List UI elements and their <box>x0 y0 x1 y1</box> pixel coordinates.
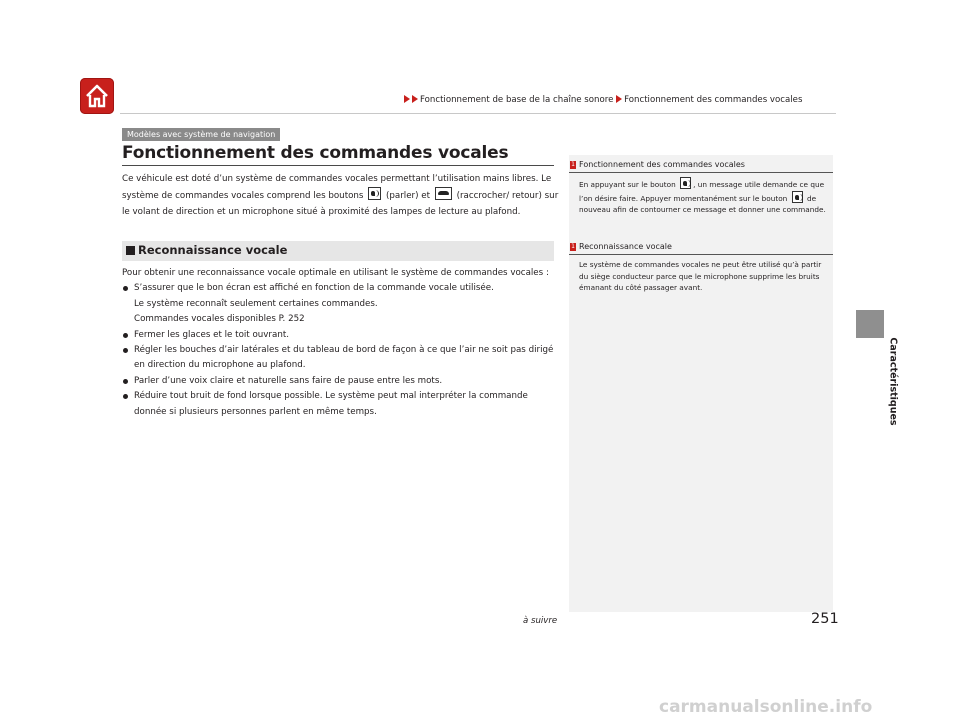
note-voice-commands <box>569 158 833 216</box>
note-body <box>569 255 833 294</box>
model-badge: Modèles avec système de navigation <box>122 128 280 141</box>
list-item-text <box>134 312 562 327</box>
section-heading <box>122 241 554 261</box>
list-item-text: Réduire tout bruit de fond lorsque possible. Le système peut mal interpréter la commande donnée si plusieurs personnes parlent en même temps. <box>134 391 528 417</box>
list-item <box>122 328 562 343</box>
section-lead: Pour obtenir une reconnaissance vocale optimale en utilisant le système de commandes vocales : <box>122 268 549 278</box>
intro-paragraph <box>122 172 562 220</box>
breadcrumb-item[interactable]: Fonctionnement des commandes vocales <box>624 95 803 105</box>
page-reference-link[interactable]: P. 252 <box>278 314 305 325</box>
list-item <box>122 343 562 374</box>
talk-button-icon <box>680 177 691 189</box>
bullet-icon <box>123 379 128 384</box>
bullet-icon <box>123 333 128 338</box>
list-item-text: Le système reconnaît seulement certaines commandes. <box>134 298 378 309</box>
breadcrumb-arrow-icon <box>616 95 622 103</box>
note-heading <box>569 158 833 173</box>
side-notes-panel <box>569 155 833 612</box>
breadcrumb-arrow-icon <box>412 95 418 103</box>
list-item-text: Parler d’une voix claire et naturelle sans faire de pause entre les mots. <box>134 375 443 386</box>
note-number-badge: 1 <box>571 243 575 250</box>
note-title: Reconnaissance vocale <box>579 242 672 251</box>
watermark: carmanualsonline.info <box>659 697 873 717</box>
list-item <box>122 389 562 420</box>
breadcrumb-item[interactable]: Fonctionnement de base de la chaîne sonore <box>420 95 614 105</box>
note-text: Le système de commandes vocales ne peut être utilisé qu’à partir du siège conducteur parce que le microphone supprime les bruits émanant du côté passager avant. <box>579 260 822 293</box>
breadcrumb-arrow-icon <box>404 95 410 103</box>
home-button[interactable] <box>80 78 114 114</box>
note-text: En appuyant sur le bouton <box>579 180 676 189</box>
intro-text: (parler) et <box>385 191 431 202</box>
chapter-tab[interactable] <box>856 310 884 338</box>
hang-up-button-icon <box>435 187 452 200</box>
continued-label: à suivre <box>523 616 558 626</box>
note-number-badge: 1 <box>571 161 575 168</box>
list-item-text: Fermer les glaces et le toit ouvrant. <box>134 329 289 340</box>
list-item-text: S’assurer que le bon écran est affiché en fonction de la commande vocale utilisée. <box>134 283 494 294</box>
note-body <box>569 173 833 216</box>
section-body <box>122 266 562 420</box>
cross-reference-label: Commandes vocales disponibles <box>134 314 276 325</box>
note-voice-recognition <box>569 240 833 294</box>
page-title: Fonctionnement des commandes vocales <box>122 143 509 163</box>
chapter-tab-label[interactable]: Caractéristiques <box>887 337 899 426</box>
intro-text: Ce véhicule est doté d’un système de commandes vocales permettant l’utilisation mains libres. Le système de commandes vocales comprend les boutons <box>122 174 552 202</box>
section-heading-text: Reconnaissance vocale <box>138 243 288 257</box>
title-divider <box>122 165 554 166</box>
note-text: , un message utile demande ce que l’on désire faire. Appuyer momentanément sur le bouton <box>579 180 825 203</box>
header-divider <box>120 113 836 114</box>
bullet-icon <box>123 286 128 291</box>
note-title: Fonctionnement des commandes vocales <box>579 160 745 169</box>
page-number: 251 <box>811 611 839 627</box>
list-item <box>122 374 562 389</box>
talk-button-icon <box>792 191 803 203</box>
intro-text: (raccrocher/ retour) sur le volant de direction et un microphone situé à proximité des lampes de lecture au plafond. <box>122 191 559 217</box>
note-heading <box>569 240 833 255</box>
bullet-icon <box>123 348 128 353</box>
note-text: de nouveau afin de contourner ce message et donner une commande. <box>579 193 826 215</box>
list-item <box>122 281 562 327</box>
home-icon <box>84 83 110 109</box>
section-square-icon <box>126 246 135 255</box>
breadcrumb <box>404 95 802 105</box>
list-item-text: Régler les bouches d’air latérales et du tableau de bord de façon à ce que l’air ne soit pas dirigé en direction du microphone au plafond. <box>134 345 554 371</box>
talk-button-icon <box>368 187 381 200</box>
bullet-icon <box>123 394 128 399</box>
